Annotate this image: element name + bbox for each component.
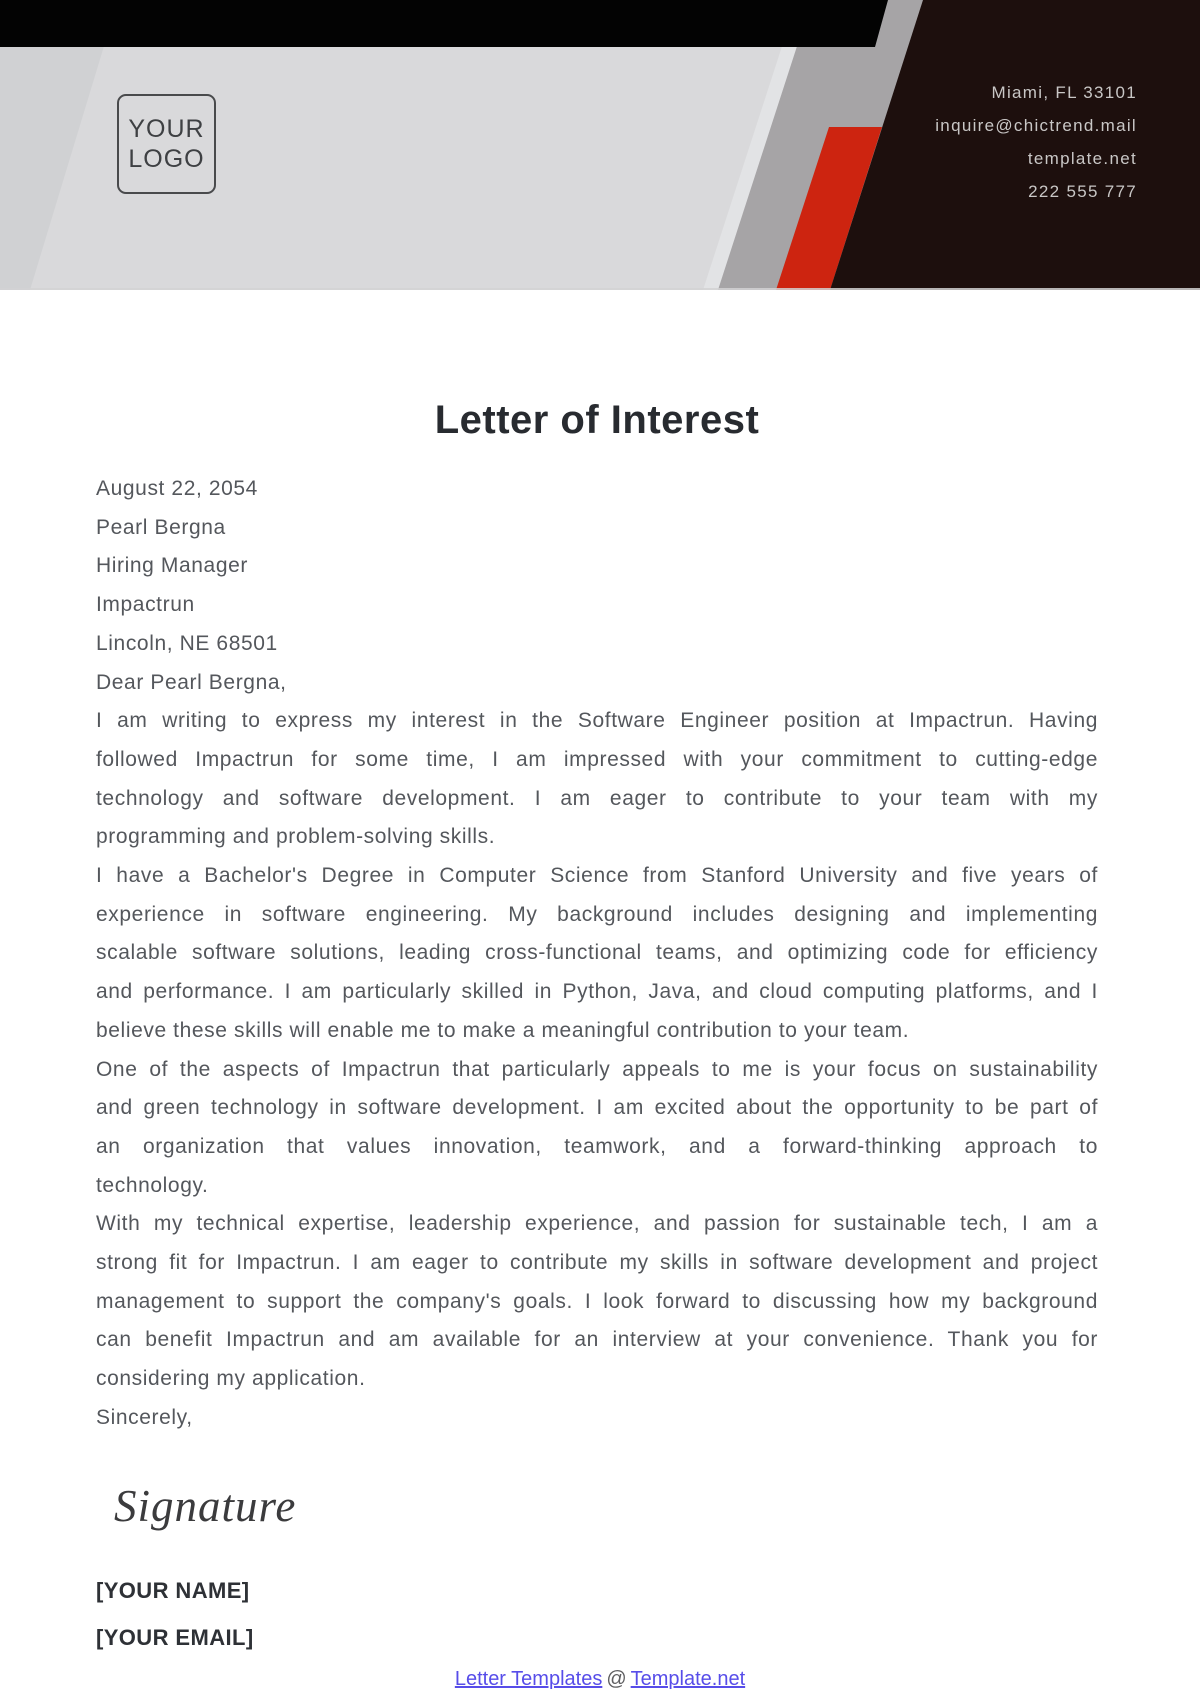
body-line: I have a Bachelor's Degree in Computer Science from Stanford University and five years of	[96, 864, 1098, 888]
body-line: followed Impactrun for some time, I am impressed with your commitment to cutting-edge	[96, 747, 1098, 771]
body-line: Impactrun	[96, 593, 195, 617]
footer	[0, 1666, 1200, 1692]
logo-text-line1: YOUR	[128, 115, 205, 143]
body-line: programming and problem-solving skills.	[96, 825, 496, 849]
page-title: Letter of Interest	[434, 398, 760, 442]
logo-text-line2: LOGO	[128, 145, 205, 173]
contact-website: template.net	[1027, 149, 1137, 168]
logo-placeholder	[117, 94, 216, 194]
body-line: an organization that values innovation, teamwork, and a forward-thinking approach to	[96, 1134, 1098, 1158]
body-line: technology.	[96, 1173, 209, 1197]
header-bottom-divider	[0, 288, 1200, 290]
body-line: and green technology in software development. I am excited about the opportunity to be part of	[96, 1096, 1098, 1120]
body-line: Sincerely,	[96, 1405, 193, 1429]
body-line: Pearl Bergna	[96, 515, 226, 539]
body-line: management to support the company's goals. I look forward to discussing how my background	[96, 1289, 1098, 1313]
contact-phone: 222 555 777	[1028, 182, 1137, 201]
letter-body	[96, 470, 1098, 1438]
body-line: technology and software development. I am eager to contribute to your team with my	[96, 786, 1098, 810]
body-line: considering my application.	[96, 1367, 366, 1391]
body-line: Dear Pearl Bergna,	[96, 670, 287, 694]
body-line: and performance. I am particularly skilled in Python, Java, and cloud computing platforms, and I	[96, 980, 1098, 1004]
contact-address: Miami, FL 33101	[991, 83, 1137, 102]
body-line: experience in software engineering. My background includes designing and implementing	[96, 902, 1098, 926]
body-line: I am writing to express my interest in the Software Engineer position at Impactrun. Having	[96, 709, 1098, 733]
body-line: Lincoln, NE 68501	[96, 631, 278, 655]
your-email-placeholder: [YOUR EMAIL]	[96, 1625, 254, 1650]
letterhead-header	[0, 0, 1200, 290]
body-line: scalable software solutions, leading cross-functional teams, and optimizing code for efficiency	[96, 941, 1098, 965]
template-net-link[interactable]: Template.net	[630, 1668, 746, 1690]
body-line: can benefit Impactrun and am available for an interview at your convenience. Thank you for	[96, 1328, 1098, 1352]
body-line: believe these skills will enable me to make a meaningful contribution to your team.	[96, 1018, 910, 1042]
body-line: Hiring Manager	[96, 554, 248, 578]
footer-at-separator: @	[606, 1668, 627, 1690]
your-name-placeholder: [YOUR NAME]	[96, 1578, 250, 1603]
body-line: August 22, 2054	[96, 477, 258, 500]
body-line: One of the aspects of Impactrun that particularly appeals to me is your focus on sustainability	[96, 1057, 1098, 1081]
body-line: strong fit for Impactrun. I am eager to contribute my skills in software development and project	[96, 1251, 1098, 1275]
contact-email: inquire@chictrend.mail	[935, 116, 1137, 135]
contact-info-block	[935, 76, 1137, 208]
signature-script: Signature	[114, 1481, 297, 1531]
letter-templates-link[interactable]: Letter Templates	[454, 1668, 603, 1690]
body-line: With my technical expertise, leadership experience, and passion for sustainable tech, I am a	[96, 1212, 1098, 1236]
